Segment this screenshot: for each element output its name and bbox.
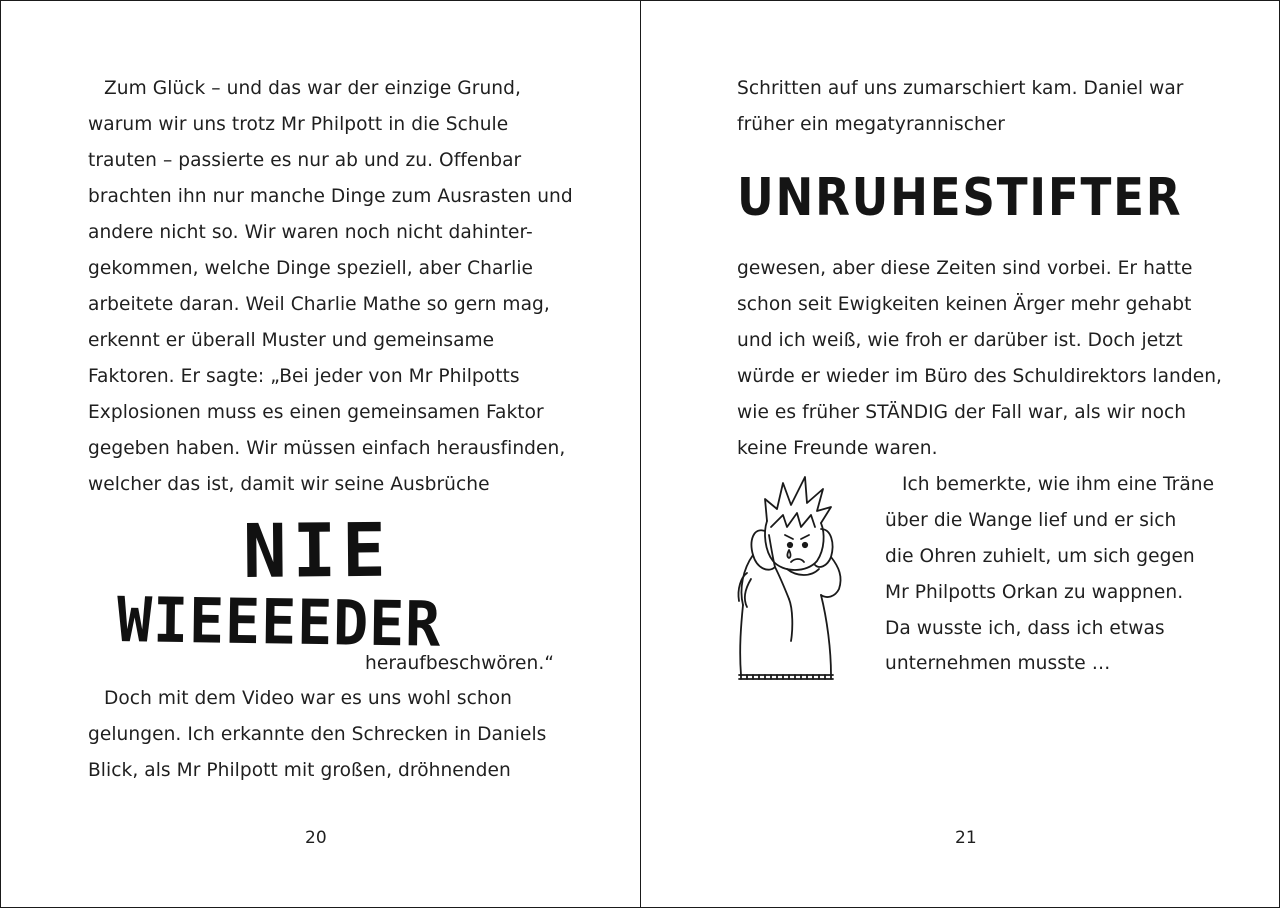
text-line: brachten ihn nur manche Dinge zum Ausrasten und <box>88 186 573 207</box>
page-right <box>641 1 1280 907</box>
text-line: schon seit Ewigkeiten keinen Ärger mehr gehabt <box>737 294 1192 315</box>
text-line: gewesen, aber diese Zeiten sind vorbei. Er hatte <box>737 258 1193 279</box>
display-word-unruhestifter: UNRUHESTIFTER <box>737 168 1183 228</box>
page-number-right: 21 <box>955 828 977 848</box>
text-line: Mr Philpotts Orkan zu wappnen. <box>885 582 1184 603</box>
text-line: keine Freunde waren. <box>737 438 938 459</box>
text-line: erkennt er überall Muster und gemeinsame <box>88 330 495 351</box>
scrawl-wieeeeder: WIEEEEDER <box>116 583 442 661</box>
text-line: warum wir uns trotz Mr Philpott in die Schule <box>88 114 509 135</box>
text-line: gekommen, welche Dinge speziell, aber Charlie <box>88 258 534 279</box>
text-line: heraufbeschwören.“ <box>365 653 555 674</box>
text-line: die Ohren zuhielt, um sich gegen <box>885 546 1195 567</box>
text-line: welcher das ist, damit wir seine Ausbrüche <box>88 474 490 495</box>
text-line: Schritten auf uns zumarschiert kam. Daniel war <box>737 78 1184 99</box>
text-line: wie es früher STÄNDIG der Fall war, als wir noch <box>737 402 1187 423</box>
text-line: Zum Glück – und das war der einzige Grund, <box>104 78 521 99</box>
text-line: über die Wange lief und er sich <box>885 510 1177 531</box>
page-number-left: 20 <box>305 828 327 848</box>
text-line: arbeitete daran. Weil Charlie Mathe so gern mag, <box>88 294 550 315</box>
text-line: früher ein megatyrannischer <box>737 114 1005 135</box>
text-line: Ich bemerkte, wie ihm eine Träne <box>902 474 1215 495</box>
text-line: Blick, als Mr Philpott mit großen, dröhnenden <box>88 760 511 781</box>
text-line: und ich weiß, wie froh er darüber ist. Doch jetzt <box>737 330 1183 351</box>
text-line: Explosionen muss es einen gemeinsamen Faktor <box>88 402 544 423</box>
text-line: andere nicht so. Wir waren noch nicht dahinter- <box>88 222 533 243</box>
scrawl-nie: NIE <box>242 507 392 595</box>
text-line: unternehmen musste … <box>885 653 1111 674</box>
text-line: gegeben haben. Wir müssen einfach herausfinden, <box>88 438 566 459</box>
text-line: Faktoren. Er sagte: „Bei jeder von Mr Philpotts <box>88 366 520 387</box>
text-line: gelungen. Ich erkannte den Schrecken in Daniels <box>88 724 547 745</box>
text-line: Doch mit dem Video war es uns wohl schon <box>104 688 513 709</box>
page-left <box>1 1 640 907</box>
text-line: trauten – passierte es nur ab und zu. Offenbar <box>88 150 522 171</box>
text-line: Da wusste ich, dass ich etwas <box>885 618 1165 639</box>
text-line: würde er wieder im Büro des Schuldirektors landen, <box>737 366 1223 387</box>
boy-covering-ears-icon <box>727 469 867 689</box>
